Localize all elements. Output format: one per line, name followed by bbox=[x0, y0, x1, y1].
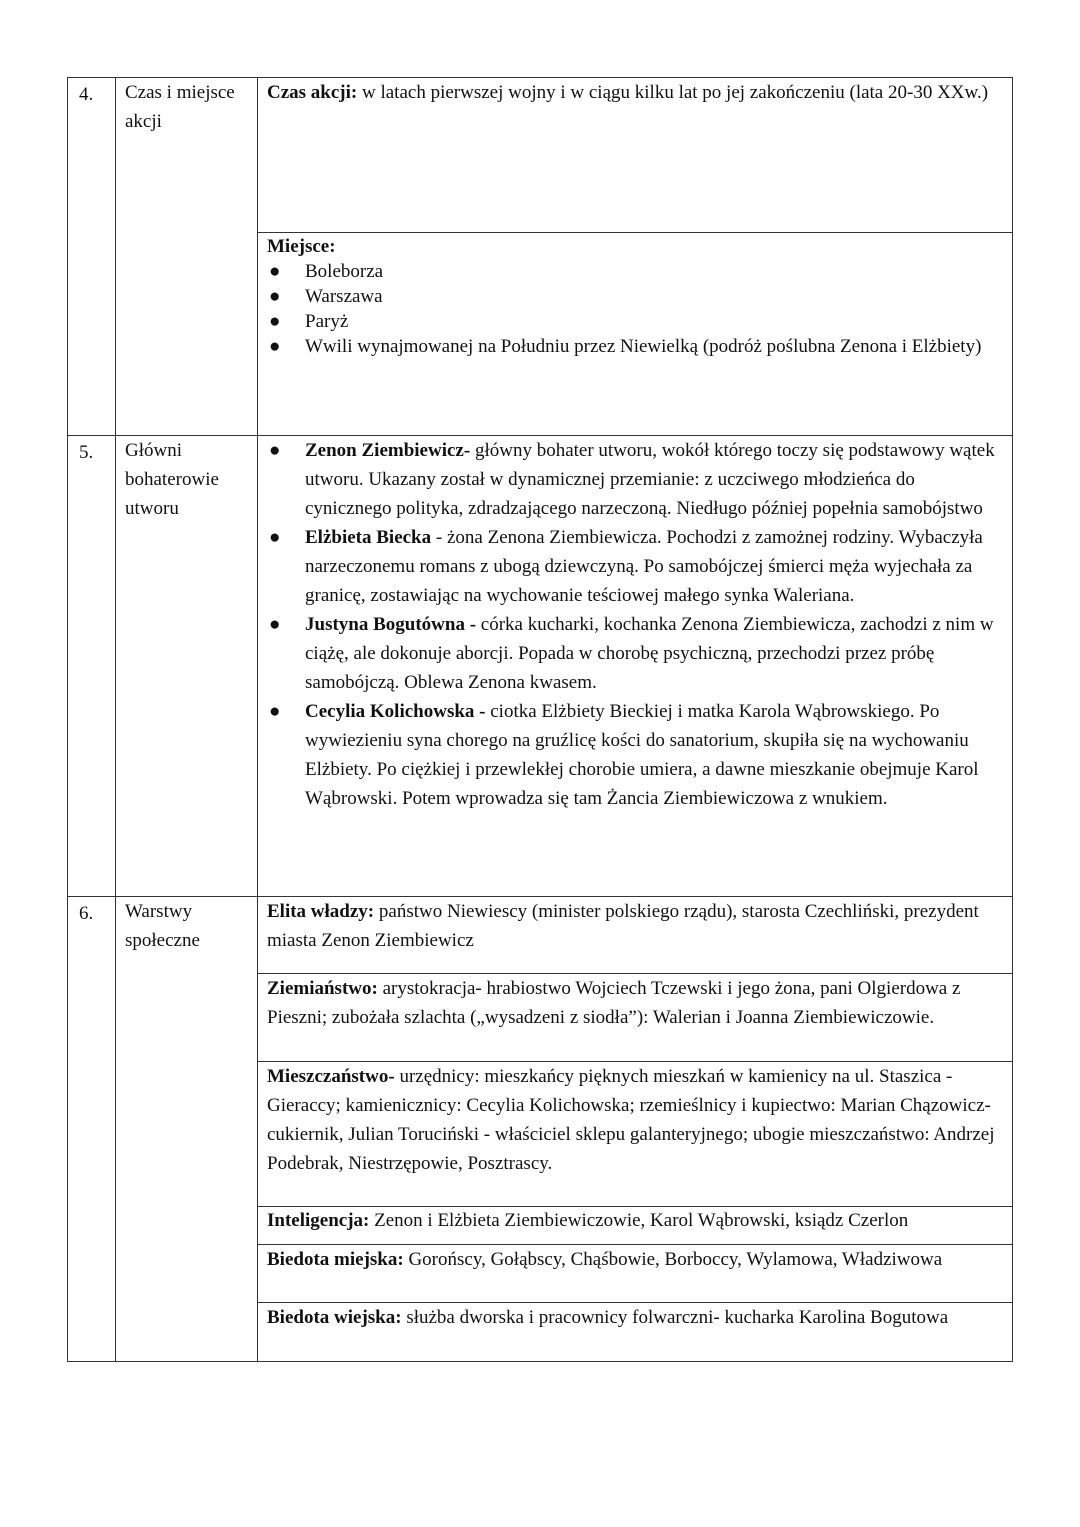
bullet-icon: ● bbox=[269, 527, 281, 548]
character-list bbox=[267, 436, 997, 813]
column-divider-1 bbox=[115, 77, 116, 1362]
main-characters bbox=[267, 436, 997, 813]
list-item: ● Elżbieta Biecka - żona Zenona Ziembiewicza. Pochodzi z zamożnej rodziny. Wybaczyła narzeczonemu romans z ubogą dziewczyną. Po samobójczej śmierci męża wyjechała za granicę, zostawiając na wychowanie teściowej małego synka Waleriana. bbox=[267, 523, 997, 610]
class-urban-poor: Biedota miejska: Gorońscy, Gołąbscy, Chąśbowie, Borboccy, Wylamowa, Władziwowa bbox=[267, 1249, 943, 1270]
row-label-4: Czas i miejsce akcji bbox=[125, 82, 235, 132]
list-item: ● Cecylia Kolichowska - ciotka Elżbiety Bieckiej i matka Karola Wąbrowskiego. Po wywiezieniu syna chorego na gruźlicę kości do sanatorium, skupiła się na wychowaniu Elżbiety. Po ciężkiej i przewlekłej chorobie umiera, a dawne mieszkanie obejmuje Karol Wąbrowski. Potem wprowadza się tam Żancia Ziembiewiczowa z wnukiem. bbox=[267, 697, 997, 813]
character-name: Justyna Bogutówna - bbox=[305, 614, 477, 635]
class-rural-poor: Biedota wiejska: służba dworska i pracownicy folwarczni- kucharka Karolina Bogutowa bbox=[267, 1307, 949, 1328]
bullet-icon: ● bbox=[269, 286, 281, 307]
time-heading: Czas akcji: bbox=[267, 82, 358, 103]
bullet-icon: ● bbox=[269, 440, 281, 461]
bullet-icon: ● bbox=[269, 336, 281, 357]
bullet-icon: ● bbox=[269, 701, 281, 722]
place-heading: Miejsce: bbox=[267, 236, 336, 257]
list-item: ● Wwili wynajmowanej na Południu przez Niewielką (podróż poślubna Zenona i Elżbiety) bbox=[269, 336, 982, 357]
class-burghers: Mieszczaństwo- urzędnicy: mieszkańcy pięknych mieszkań w kamienicy na ul. Staszica - Gieraccy; kamienicznicy: Cecylia Kolichowska; rzemieślnicy i kupiectwo: Marian Chązowicz- cukiernik, Julian Toruciński - właściciel sklepu galanteryjnego; ubogie mieszczaństwo: Andrzej Podebrak, Niestrzępowie, Posztrascy. bbox=[267, 1066, 995, 1174]
bullet-icon: ● bbox=[269, 261, 281, 282]
row-number-6: 6. bbox=[79, 903, 94, 924]
list-item: ● Zenon Ziembiewicz- główny bohater utworu, wokół którego toczy się podstawowy wątek utworu. Ukazany został w dynamicznej przemianie: z uczciwego młodzieńca do cynicznego polityka, zdradzającego narzeczoną. Niedługo później popełnia samobójstwo bbox=[267, 436, 997, 523]
character-name: Zenon Ziembiewicz- bbox=[305, 440, 471, 461]
row-label-5: Główni bohaterowie utworu bbox=[125, 440, 219, 519]
row-label-6: Warstwy społeczne bbox=[125, 901, 200, 951]
place-of-action bbox=[267, 234, 997, 359]
character-name: Elżbieta Biecka bbox=[305, 527, 432, 548]
character-name: Cecylia Kolichowska - bbox=[305, 701, 486, 722]
time-text: w latach pierwszej wojny i w ciągu kilku lat po jej zakończeniu (lata 20-30 XXw.) bbox=[357, 82, 989, 103]
table-border-bottom bbox=[67, 1361, 1013, 1362]
list-item: ● Warszawa bbox=[269, 286, 383, 307]
place-list bbox=[267, 259, 997, 359]
list-item: ● Paryż bbox=[269, 311, 349, 332]
table-border-left bbox=[67, 77, 68, 1362]
class-intelligentsia: Inteligencja: Zenon i Elżbieta Ziembiewiczowie, Karol Wąbrowski, ksiądz Czerlon bbox=[267, 1210, 909, 1231]
class-landed-gentry: Ziemiaństwo: arystokracja- hrabiostwo Wojciech Tczewski i jego żona, pani Olgierdowa z Pieszni; zubożała szlachta („wysadzeni z siodła”): Walerian i Joanna Ziembiewiczowie. bbox=[267, 978, 961, 1028]
row-number-4: 4. bbox=[79, 84, 94, 105]
row-number-5: 5. bbox=[79, 442, 94, 463]
class-elite: Elita władzy: państwo Niewiescy (minister polskiego rządu), starosta Czechliński, prezydent miasta Zenon Ziembiewicz bbox=[267, 901, 979, 951]
list-item: ● Justyna Bogutówna - córka kucharki, kochanka Zenona Ziembiewicza, zachodzi z nim w ciążę, ale dokonuje aborcji. Popada w chorobę psychiczną, przechodzi przez próbę samobójczą. Oblewa Zenona kwasem. bbox=[267, 610, 997, 697]
time-of-action bbox=[267, 78, 997, 107]
column-divider-2 bbox=[257, 77, 258, 1362]
subrow-divider-time-place bbox=[257, 232, 1013, 233]
bullet-icon: ● bbox=[269, 614, 281, 635]
list-item: ● Boleborza bbox=[269, 261, 384, 282]
bullet-icon: ● bbox=[269, 311, 281, 332]
table-border-right bbox=[1012, 77, 1013, 1362]
